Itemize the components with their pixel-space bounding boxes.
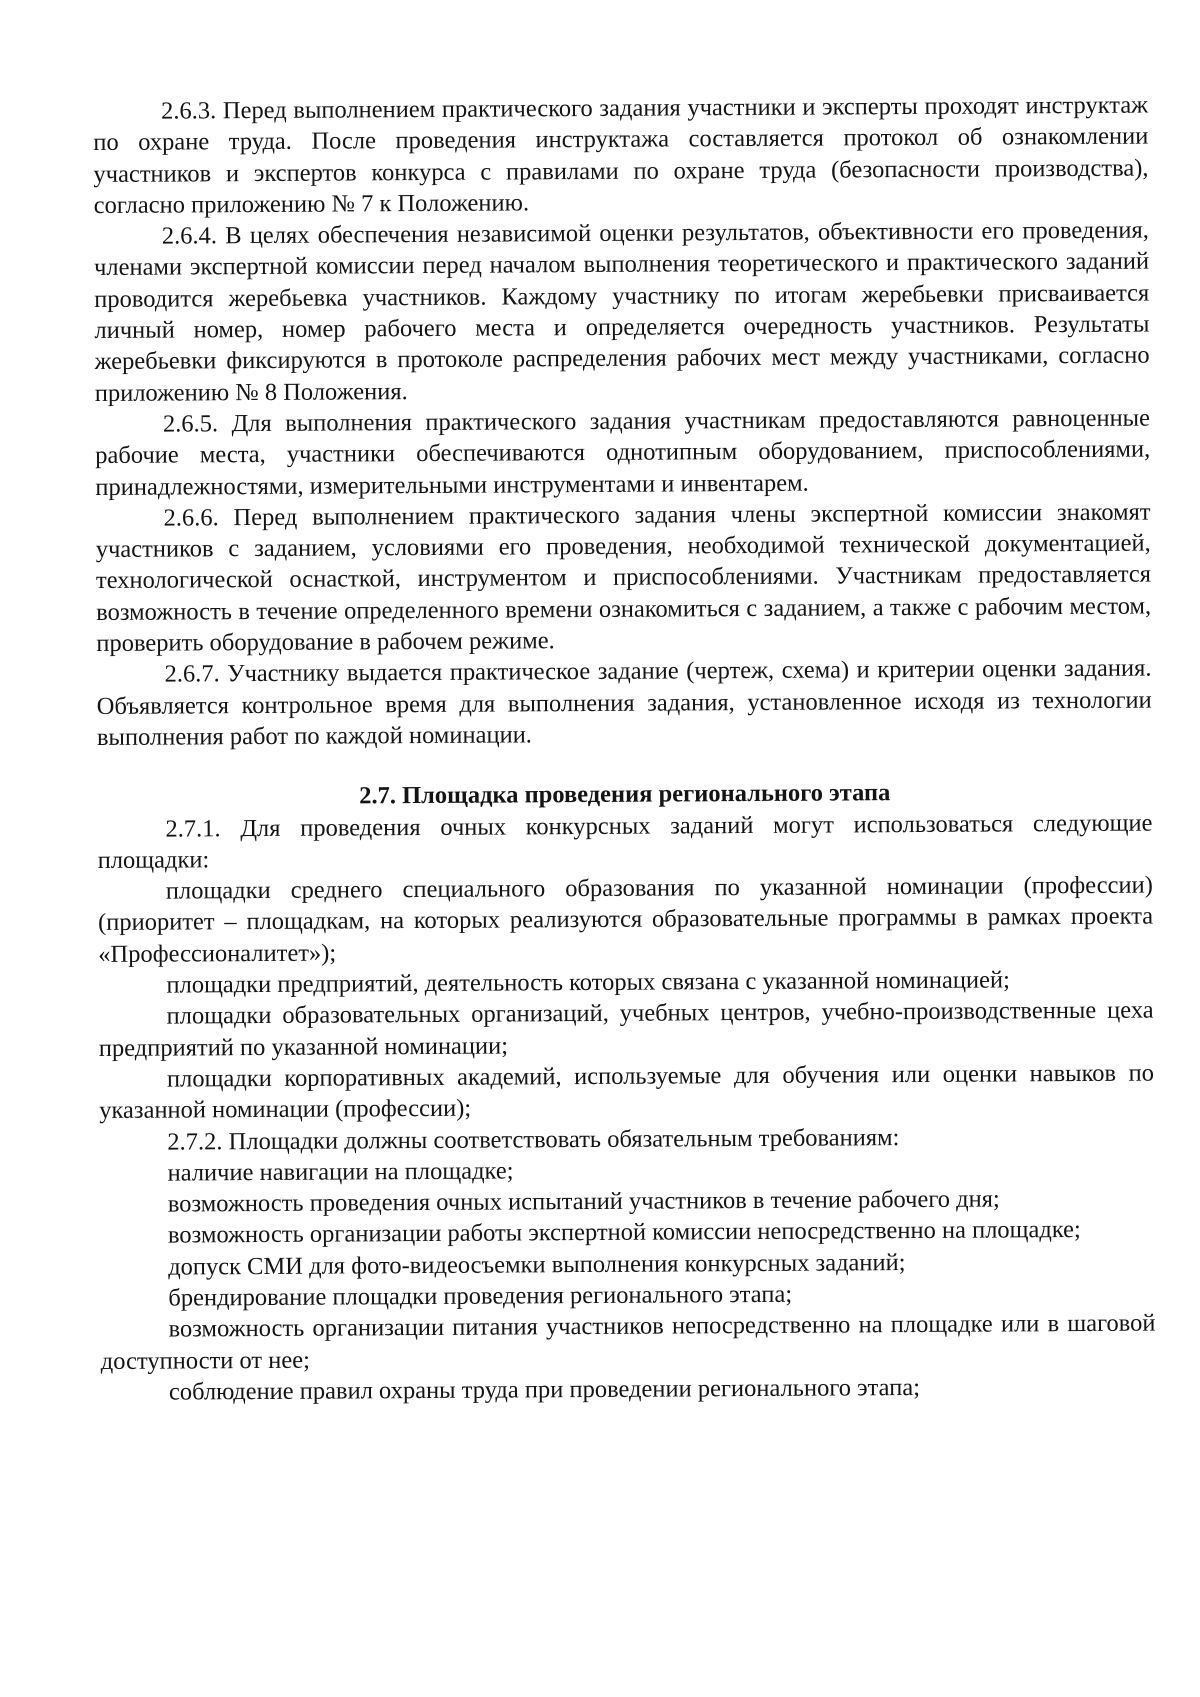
list-item-testing-day: возможность проведения очных испытаний участников в течение рабочего дня;: [167, 1185, 1000, 1218]
list-item-sites-education: площадки образовательных организаций, учебных центров, учебно-производственные цеха предприятий по указанной номинации;: [98, 996, 1154, 1062]
list-item-safety: соблюдение правил охраны труда при проведении регионального этапа;: [168, 1373, 921, 1406]
section-heading-2-7: 2.7. Площадка проведения регионального этапа: [359, 779, 891, 810]
list-item-sites-academies: площадки корпоративных академий, используемые для обучения или оценки навыков по указанной номинации (профессии);: [99, 1059, 1155, 1125]
paragraph-2-6-5: 2.6.5. Для выполнения практического задания участникам предоставляются равноценные рабочие места, участники обеспечиваются однотипным оборудованием, приспособлениями, принадлежностями, измерительными инструментами и инвентарем.: [95, 404, 1151, 501]
list-item-catering: возможность организации питания участников непосредственно на площадке или в шаговой доступности от нее;: [100, 1309, 1156, 1375]
paragraph-2-7-1: 2.7.1. Для проведения очных конкурсных заданий могут использоваться следующие площадки:: [97, 809, 1153, 874]
paragraph-2-6-4: 2.6.4. В целях обеспечения независимой оценки результатов, объективности его проведения, членами экспертной комиссии перед началом выполнения теоретического и практического заданий проводится жеребьевка участников. Каждому участнику по итогам жеребьевки присваивается личный номер, номер рабочего места и определяется очередность участников. Результаты жеребьевки фиксируются в протоколе распределения рабочих мест между участниками, согласно приложению № 8 Положения.: [93, 216, 1150, 407]
paragraph-2-6-6: 2.6.6. Перед выполнением практического задания члены экспертной комиссии знакомят участников с заданием, условиями его проведения, необходимой технической документацией, технологической оснасткой, инструментом и приспособлениями. Участникам предоставляется возможность в течение определенного времени ознакомиться с заданием, а также с рабочим местом, проверить оборудование в рабочем режиме.: [95, 498, 1152, 658]
paragraph-2-7-2: 2.7.2. Площадки должны соответствовать обязательным требованиям:: [167, 1123, 900, 1156]
list-item-branding: брендирование площадки проведения регионального этапа;: [168, 1280, 793, 1312]
paragraph-2-6-3: 2.6.3. Перед выполнением практического задания участники и эксперты проходят инструктаж по охране труда. После проведения инструктажа составляется протокол об ознакомлении участников и экспертов конкурса с правилами по охране труда (безопасности производства), согласно приложению № 7 к Положению.: [93, 91, 1149, 219]
list-item-sites-enterprises: площадки предприятий, деятельность которых связана с указанной номинацией;: [166, 966, 1010, 999]
list-item-sites-spo: площадки среднего специального образования по указанной номинации (профессии) (приоритет – площадкам, на которых реализуются образовательные программы в рамках проекта «Профессионалитет»);: [97, 871, 1154, 968]
document-page: [93, 90, 1156, 1409]
list-item-navigation: наличие навигации на площадке;: [167, 1157, 514, 1187]
list-item-media: допуск СМИ для фото-видеосъемки выполнения конкурсных заданий;: [168, 1248, 906, 1281]
paragraph-2-6-7: 2.6.7. Участнику выдается практическое задание (чертеж, схема) и критерии оценки задания. Объявляется контрольное время для выполнения задания, установленное исходя из технологии выполнения работ по каждой номинации.: [96, 654, 1152, 751]
list-item-expert-work: возможность организации работы экспертной комиссии непосредственно на площадке;: [167, 1216, 1081, 1249]
